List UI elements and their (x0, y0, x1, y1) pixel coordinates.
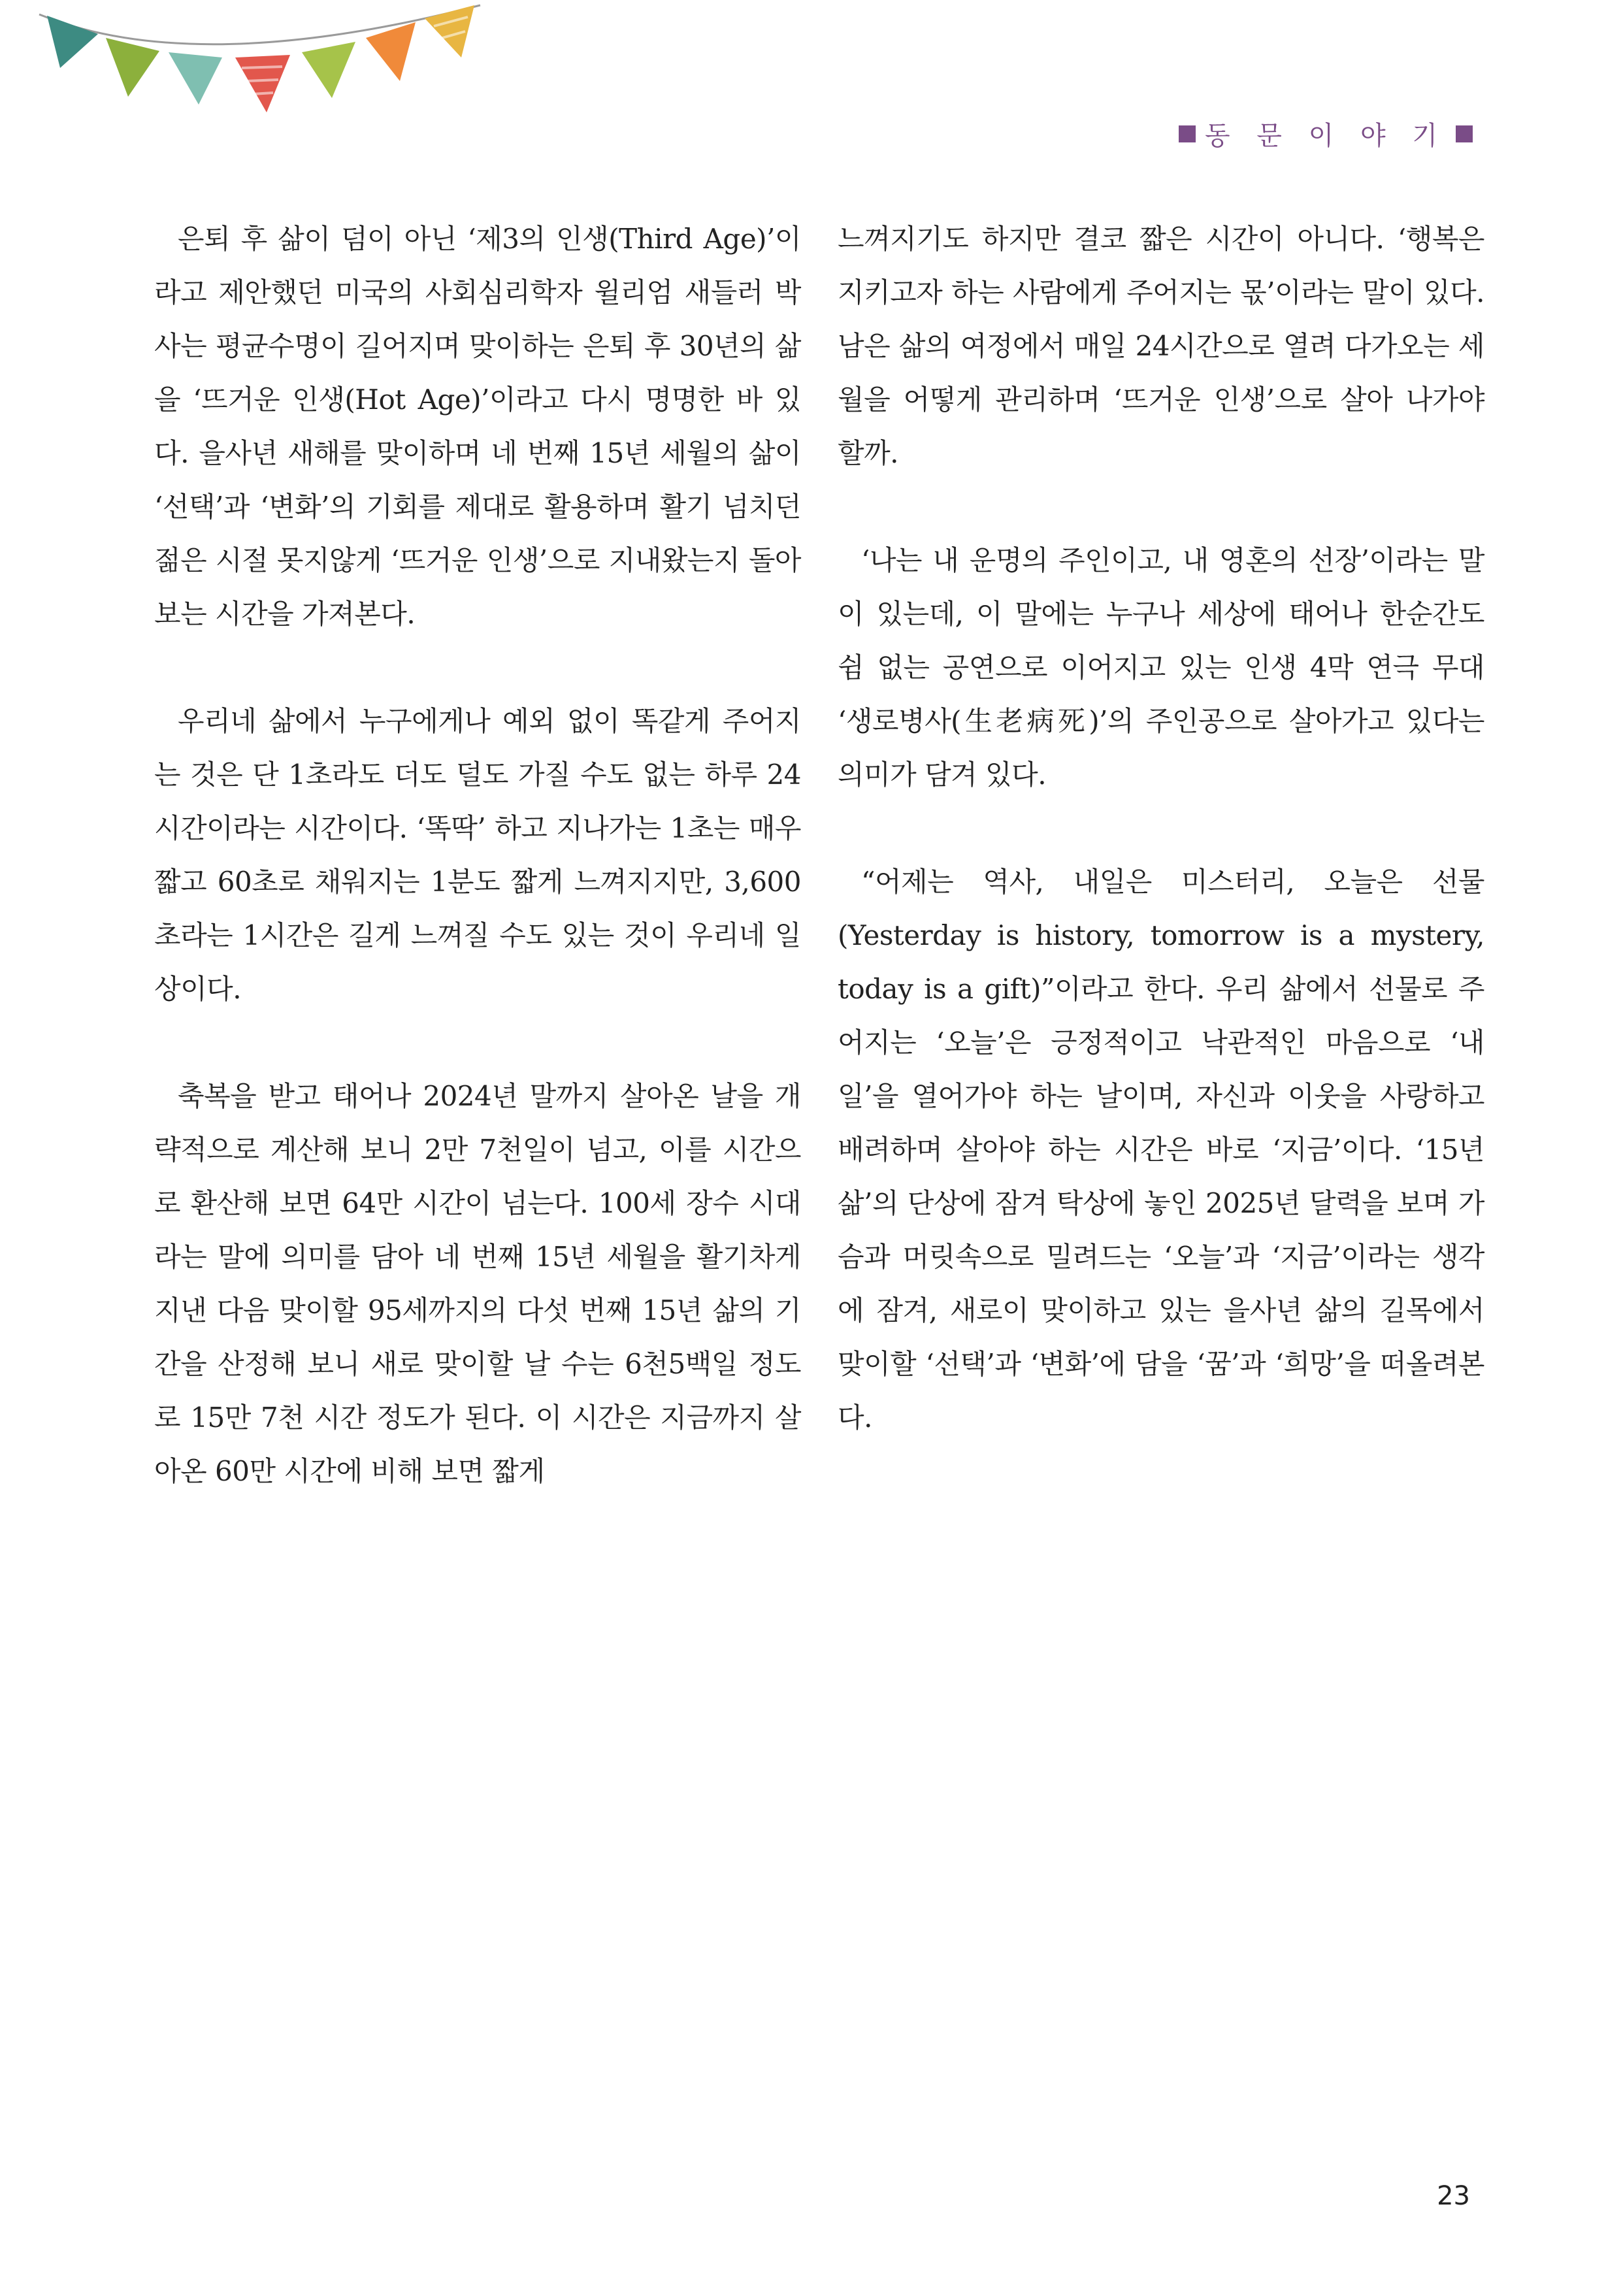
bunting-flag-green (106, 38, 159, 97)
bunting-flag-red (235, 55, 290, 112)
bunting-flag-teal (47, 16, 98, 68)
page-number: 23 (1437, 2181, 1470, 2211)
left-column (154, 212, 801, 1552)
right-column (838, 212, 1484, 1498)
paragraph: ‘나는 내 운명의 주인이고, 내 영혼의 선장’이라는 말이 있는데, 이 말에는 누구나 세상에 태어나 한순간도 쉼 없는 공연으로 이어지고 있는 인생 4막 연극 무대 ‘생로병사(生老病死)’의 주인공으로 살아가고 있다는 의미가 담겨 있다. (838, 544, 1484, 791)
bunting-flag-teal-light (169, 52, 222, 105)
section-label (1170, 115, 1482, 152)
bunting-decoration (0, 0, 497, 131)
bunting-flag-green-2 (302, 42, 355, 98)
paragraph: 축복을 받고 태어나 2024년 말까지 살아온 날을 개략적으로 계산해 보니 2만 7천일이 넘고, 이를 시간으로 환산해 보면 64만 시간이 넘는다. 100세 장수 시대라는 말에 의미를 담아 네 번째 15년 세월을 활기차게 지낸 다음 맞이할 95세까지의 다섯 번째 15년 삶의 기간을 산정해 보니 새로 맞이할 날 수는 6천5백일 정도로 15만 7천 시간 정도가 된다. 이 시간은 지금까지 살아온 60만 시간에 비해 보면 짧게 (154, 1080, 801, 1487)
square-bullet-icon (1456, 125, 1473, 142)
paragraph: “어제는 역사, 내일은 미스터리, 오늘은 선물(Yesterday is history, tomorrow is a mystery, today is a gift)”이라고 한다. 우리 삶에서 선물로 주어지는 ‘오늘’은 긍정적이고 낙관적인 마음으로 ‘내일’을 열어가야 하는 날이며, 자신과 이웃을 사랑하고 배려하며 살아야 하는 시간은 바로 ‘지금’이다. ‘15년 삶’의 단상에 잠겨 탁상에 놓인 2025년 달력을 보며 가슴과 머릿속으로 밀려드는 ‘오늘’과 ‘지금’이라는 생각에 잠겨, 새로이 맞이하고 있는 을사년 삶의 길목에서 맞이할 ‘선택’과 ‘변화’에 담을 ‘꿈’과 ‘희망’을 떠올려본다. (838, 866, 1484, 1434)
square-bullet-icon (1179, 125, 1196, 142)
bunting-flag-orange (366, 22, 416, 81)
bunting-flag-yellow (425, 5, 474, 57)
paragraph-continued: 느껴지기도 하지만 결코 짧은 시간이 아니다. ‘행복은 지키고자 하는 사람에게 주어지는 몫’이라는 말이 있다. 남은 삶의 여정에서 매일 24시간으로 열려 다가오는 세월을 어떻게 관리하며 ‘뜨거운 인생’으로 살아 나가야 할까. (838, 223, 1484, 469)
paragraph: 은퇴 후 삶이 덤이 아닌 ‘제3의 인생(Third Age)’이라고 제안했던 미국의 사회심리학자 윌리엄 새들러 박사는 평균수명이 길어지며 맞이하는 은퇴 후 30년의 삶을 ‘뜨거운 인생(Hot Age)’이라고 다시 명명한 바 있다. 을사년 새해를 맞이하며 네 번째 15년 세월의 삶이 ‘선택’과 ‘변화’의 기회를 제대로 활용하며 활기 넘치던 젊은 시절 못지않게 ‘뜨거운 인생’으로 지내왔는지 돌아보는 시간을 가져본다. (154, 223, 801, 630)
section-label-text: 동 문 이 야 기 (1204, 121, 1447, 151)
paragraph: 우리네 삶에서 누구에게나 예외 없이 똑같게 주어지는 것은 단 1초라도 더도 덜도 가질 수도 없는 하루 24시간이라는 시간이다. ‘똑딱’ 하고 지나가는 1초는 매우 짧고 60초로 채워지는 1분도 짧게 느껴지지만, 3,600초라는 1시간은 길게 느껴질 수도 있는 것이 우리네 일상이다. (154, 705, 801, 1005)
